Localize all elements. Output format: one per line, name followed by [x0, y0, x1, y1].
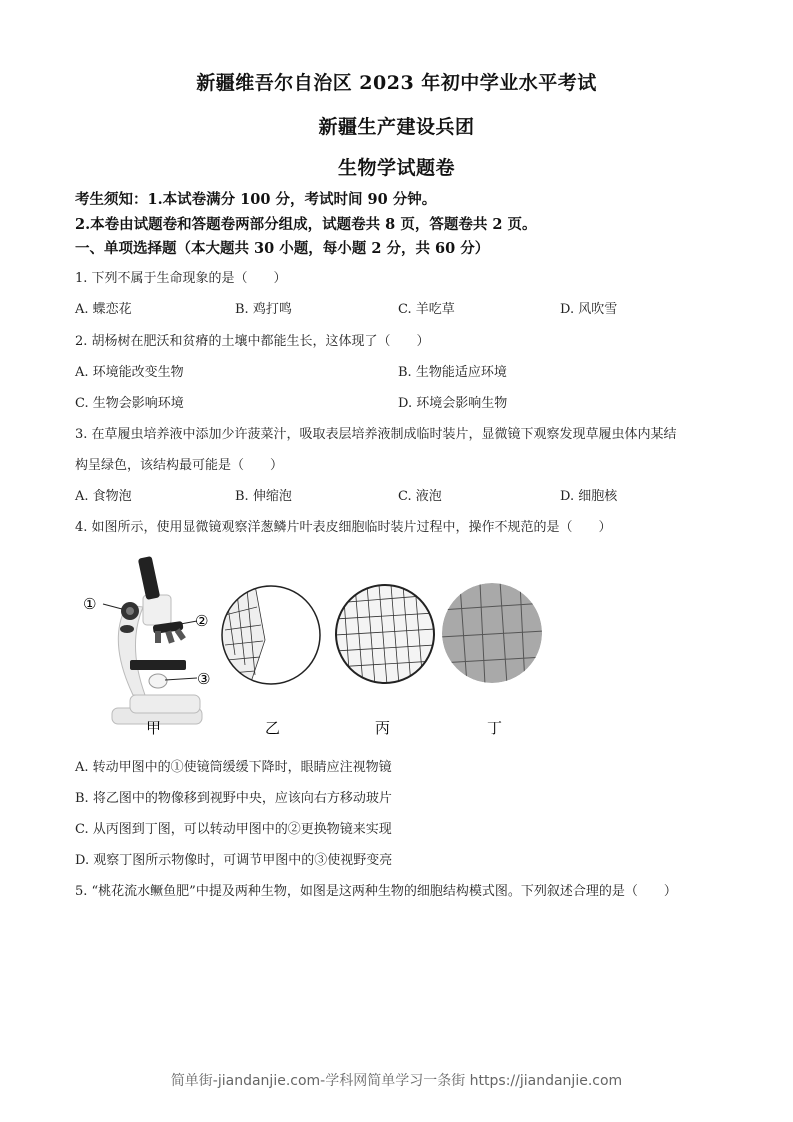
notice-line-1: 考生须知：1.本试卷满分 100 分，考试时间 90 分钟。 — [75, 191, 437, 208]
label-3: ③ — [197, 670, 211, 688]
microscope-diagram — [75, 545, 555, 745]
exam-subtitle: 新疆生产建设兵团 — [318, 116, 475, 138]
q4-option-d: D. 观察丁图所示物像时，可调节甲图中的③使视野变亮 — [75, 853, 393, 868]
q1-option-d: D. 风吹雪 — [560, 302, 618, 317]
caption-jia: 甲 — [146, 719, 162, 737]
question-2-stem: 2. 胡杨树在肥沃和贫瘠的土壤中都能生长，这体现了（ ） — [75, 334, 430, 349]
paper-title: 生物学试题卷 — [337, 157, 455, 179]
notice-line-2: 2.本卷由试题卷和答题卷两部分组成，试题卷共 8 页，答题卷共 2 页。 — [75, 216, 537, 233]
q4-option-c: C. 从丙图到丁图，可以转动甲图中的②更换物镜来实现 — [75, 822, 392, 837]
q2-option-d: D. 环境会影响生物 — [398, 396, 508, 411]
q1-option-a: A. 蝶恋花 — [75, 302, 132, 317]
question-5-stem: 5. “桃花流水鳜鱼肥”中提及两种生物，如图是这两种生物的细胞结构模式图。下列叙述合理的是（ ） — [75, 884, 677, 899]
microscope-figure — [75, 545, 555, 745]
q1-option-c: C. 羊吃草 — [398, 302, 455, 317]
question-3-stem-line2: 构呈绿色，该结构最可能是（ ） — [75, 458, 284, 473]
q2-option-b: B. 生物能适应环境 — [398, 365, 507, 380]
q4-option-a: A. 转动甲图中的①使镜筒缓缓下降时，眼睛应注视物镜 — [75, 760, 392, 775]
q2-option-c: C. 生物会影响环境 — [75, 396, 184, 411]
question-1-stem: 1. 下列不属于生命现象的是（ ） — [75, 271, 287, 286]
question-3-stem-line1: 3. 在草履虫培养液中添加少许菠菜汁，吸取表层培养液制成临时装片，显微镜下观察发现草履虫体内某结 — [75, 427, 677, 442]
caption-yi: 乙 — [265, 719, 281, 737]
footer-watermark: 简单街-jiandanjie.com-学科网简单学习一条街 https://jiandanjie.com — [170, 1073, 623, 1089]
view-ding — [440, 581, 545, 685]
label-2: ② — [195, 612, 209, 630]
q3-option-d: D. 细胞核 — [560, 489, 618, 504]
q4-option-b: B. 将乙图中的物像移到视野中央，应该向右方移动玻片 — [75, 791, 392, 806]
exam-title: 新疆维吾尔自治区 2023 年初中学业水平考试 — [196, 72, 597, 94]
microscope-icon — [103, 556, 202, 724]
section-heading: 一、单项选择题（本大题共 30 小题，每小题 2 分，共 60 分） — [75, 240, 490, 257]
question-4-stem: 4. 如图所示，使用显微镜观察洋葱鳞片叶表皮细胞临时装片过程中，操作不规范的是（ ） — [75, 520, 612, 535]
caption-ding: 丁 — [487, 719, 503, 737]
q3-option-c: C. 液泡 — [398, 489, 442, 504]
q2-option-a: A. 环境能改变生物 — [75, 365, 184, 380]
q3-option-a: A. 食物泡 — [75, 489, 132, 504]
label-1: ① — [83, 595, 97, 613]
q3-option-b: B. 伸缩泡 — [235, 489, 292, 504]
q1-option-b: B. 鸡打鸣 — [235, 302, 292, 317]
caption-bing: 丙 — [375, 719, 391, 737]
